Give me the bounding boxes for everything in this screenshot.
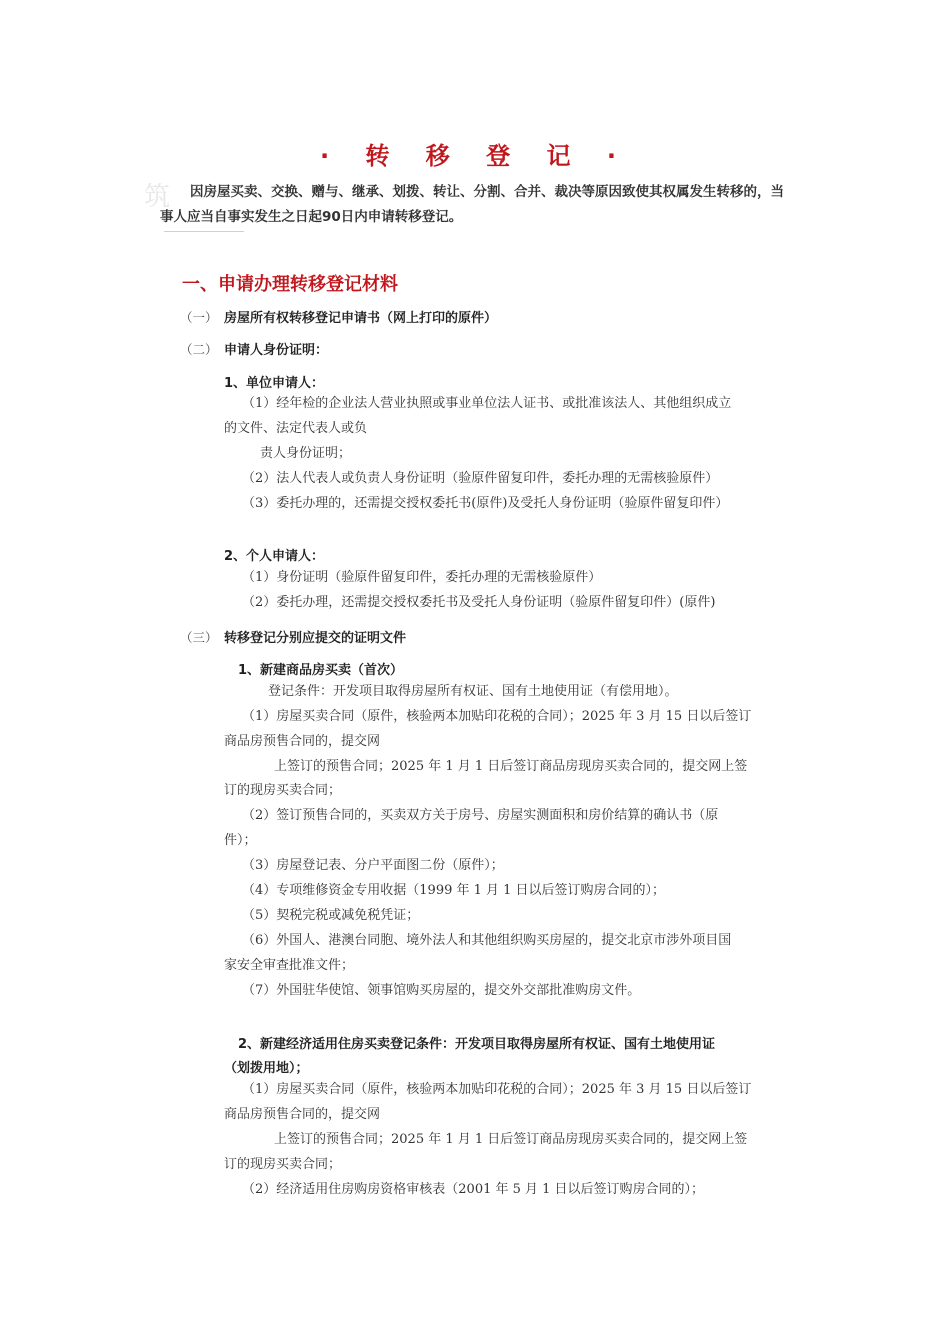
section-heading: 一、申请办理转移登记材料 [182,274,398,295]
item-identity-proof: 申请人身份证明： [224,343,329,358]
text-line: 订的现房买卖合同； [224,783,342,798]
text-line: 的文件、法定代表人或负 [224,421,368,436]
text-line: 商品房预售合同的，提交网 [224,734,381,749]
item-number: （三） [180,630,218,645]
unit-applicant-heading: 1、单位申请人： [224,376,325,391]
text-line: （2）委托办理，还需提交授权委托书及受托人身份证明（验原件留复印件）(原件) [242,595,716,610]
watermark-logo: 筑 [144,182,171,212]
text-line: （3）委托办理的，还需提交授权委托书(原件)及受托人身份证明（验原件留复印件） [242,496,729,511]
item-certificates: 转移登记分别应提交的证明文件 [224,631,407,646]
text-line: 订的现房买卖合同； [224,1157,342,1172]
text-line: （2）经济适用住房购房资格审核表（2001 年 5 月 1 日以后签订购房合同的）； [242,1182,705,1197]
text-line: 上签订的预售合同；2025 年 1 月 1 日后签订商品房现房买卖合同的，提交网上签 [274,759,748,774]
affordable-housing-heading: 2、新建经济适用住房买卖登记条件：开发项目取得房屋所有权证、国有土地使用证 [238,1037,716,1052]
text-line: （1）经年检的企业法人营业执照或事业单位法人证书、或批准该法人、其他组织成立 [242,396,732,411]
new-house-heading: 1、新建商品房买卖（首次） [238,663,404,678]
page-title: · 转 移 登 记 · [319,142,630,170]
text-line: （1）房屋买卖合同（原件，核验两本加贴印花税的合同）；2025 年 3 月 15 日以后签订 [242,709,752,724]
text-line: （1）房屋买卖合同（原件，核验两本加贴印花税的合同）；2025 年 3 月 15 日以后签订 [242,1082,752,1097]
text-line: 家安全审查批准文件； [224,958,355,973]
text-line: 商品房预售合同的，提交网 [224,1107,381,1122]
text-line: 登记条件：开发项目取得房屋所有权证、国有土地使用证（有偿用地）。 [268,684,678,699]
text-line: （2）签订预售合同的，买卖双方关于房号、房屋实测面积和房价结算的确认书（原 [242,808,719,823]
text-line: （3）房屋登记表、分户平面图二份（原件）； [242,858,504,873]
personal-applicant-heading: 2、个人申请人： [224,549,325,564]
text-line: （5）契税完税或减免税凭证； [242,908,420,923]
affordable-housing-heading-cont: （划拨用地）； [224,1061,309,1076]
text-line: （4）专项维修资金专用收据（1999 年 1 月 1 日以后签订购房合同的）； [242,883,666,898]
item-number: （二） [180,342,218,357]
divider [164,231,244,232]
text-line: （2）法人代表人或负责人身份证明（验原件留复印件，委托办理的无需核验原件） [242,471,719,486]
item-number: （一） [180,310,218,325]
text-line: （7）外国驻华使馆、领事馆购买房屋的，提交外交部批准购房文件。 [242,983,641,998]
text-line: （6）外国人、港澳台同胞、境外法人和其他组织购买房屋的，提交北京市涉外项目国 [242,933,732,948]
intro-paragraph: 因房屋买卖、交换、赠与、继承、划拨、转让、分割、合并、裁决等原因致使其权属发生转移的，当事人应当自事实发生之日起90日内申请转移登记。 [160,184,784,225]
text-line: 责人身份证明； [260,446,352,461]
text-line: 件）； [224,833,257,848]
text-line: 上签订的预售合同；2025 年 1 月 1 日后签订商品房现房买卖合同的，提交网上签 [274,1132,748,1147]
item-application-form: 房屋所有权转移登记申请书（网上打印的原件） [224,311,498,326]
text-line: （1）身份证明（验原件留复印件，委托办理的无需核验原件） [242,570,602,585]
